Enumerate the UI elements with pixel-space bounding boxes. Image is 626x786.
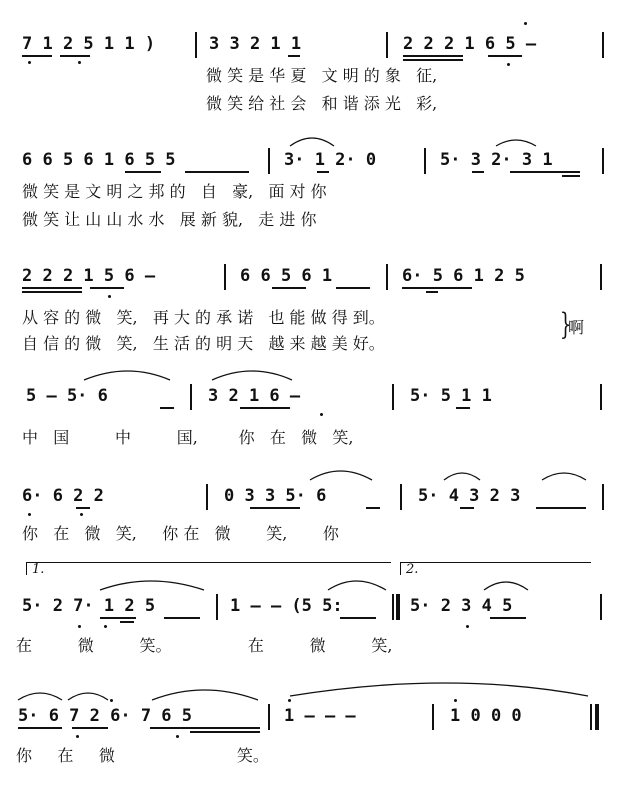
- underline: [317, 171, 329, 173]
- low-octave-dot: [78, 625, 81, 628]
- barline: [602, 148, 604, 174]
- slur: [212, 371, 292, 380]
- lyric-verse-1: 从 容 的 微 笑, 再 大 的 承 诺 也 能 做 得 到。: [22, 308, 385, 327]
- measure: 0 3 3 5· 6: [224, 486, 327, 506]
- barline: [392, 384, 394, 410]
- barline: [600, 264, 602, 290]
- underline: [490, 617, 526, 619]
- measure: 6· 6 2 2: [22, 486, 104, 506]
- measure: 5· 6 7 2 6· 7 6 5: [18, 706, 192, 726]
- final-barline: [590, 704, 592, 730]
- low-octave-dot: [28, 513, 31, 516]
- underline: [472, 171, 484, 173]
- measure: 6 6 5 6 1: [240, 266, 333, 286]
- underline: [18, 727, 62, 729]
- underline: [22, 287, 82, 289]
- barline: [206, 484, 208, 510]
- barline: [386, 32, 388, 58]
- measure: 5· 5 1 1: [410, 386, 492, 406]
- underline: [240, 407, 290, 409]
- barline: [224, 264, 226, 290]
- measure: 2 2 2 1 6 5 –: [403, 34, 537, 54]
- measure: 1 – – (5 5:: [230, 596, 343, 616]
- measure: 5· 2 7· 1 2 5: [22, 596, 156, 616]
- underline: [272, 287, 306, 289]
- underline: [288, 55, 300, 57]
- underline: [403, 59, 463, 61]
- measure: 3 2 1 6 –: [208, 386, 301, 406]
- slur: [444, 473, 480, 480]
- underline: [340, 617, 376, 619]
- underline: [562, 175, 580, 177]
- high-octave-dot: [454, 699, 457, 702]
- repeat-barline: [392, 594, 394, 620]
- measure: 3· 1 2· 0: [284, 150, 377, 170]
- underline: [22, 55, 52, 57]
- slur: [328, 581, 386, 590]
- barline: [424, 148, 426, 174]
- low-octave-dot: [176, 735, 179, 738]
- barline: [190, 384, 192, 410]
- measure: 3 3 2 1 1: [209, 34, 302, 54]
- volta-label-1: 1.: [32, 562, 45, 577]
- low-octave-dot: [466, 625, 469, 628]
- underline: [76, 507, 90, 509]
- underline: [185, 171, 249, 173]
- lyric-verse-1: 微 笑 是 文 明 之 邦 的 自 豪, 面 对 你: [22, 182, 327, 201]
- low-octave-dot: [78, 61, 81, 64]
- underline: [510, 171, 580, 173]
- lyric-refrain: 你 在 微 笑, 你 在 微 笑, 你: [22, 524, 339, 543]
- underline: [22, 291, 82, 293]
- high-octave-dot: [110, 699, 113, 702]
- underline: [90, 287, 124, 289]
- measure: 5 – 5· 6: [26, 386, 108, 406]
- barline: [602, 32, 604, 58]
- underline: [403, 55, 463, 57]
- underline: [488, 55, 522, 57]
- measure: 5· 3 2· 3 1: [440, 150, 553, 170]
- lyric-refrain: 中 国 中 国, 你 在 微 笑,: [22, 428, 354, 447]
- measure-pickup: 7 1 2 5 1 1 ): [22, 34, 156, 54]
- slur: [68, 693, 108, 700]
- slur: [542, 473, 586, 480]
- repeat-barline-thick: [396, 594, 400, 620]
- slur: [100, 581, 204, 590]
- underline: [60, 55, 90, 57]
- measure: 6· 5 6 1 2 5: [402, 266, 525, 286]
- lyric-verse-2: 自 信 的 微 笑, 生 活 的 明 天 越 来 越 美 好。: [22, 334, 385, 353]
- underline: [100, 617, 136, 619]
- underline: [125, 171, 161, 173]
- underline: [456, 407, 470, 409]
- underline: [190, 731, 260, 733]
- slur: [484, 582, 528, 590]
- slur: [496, 140, 536, 146]
- lyric-refrain: 在 微 笑。 在 微 笑,: [16, 636, 393, 655]
- underline: [402, 287, 472, 289]
- underline: [366, 507, 380, 509]
- low-octave-dot: [80, 513, 83, 516]
- tie: [290, 683, 588, 696]
- barline: [600, 384, 602, 410]
- slur: [310, 471, 372, 480]
- low-octave-dot: [320, 413, 323, 416]
- lyric-refrain: 你 在 微 笑。: [16, 746, 269, 765]
- underline: [164, 617, 200, 619]
- barline: [600, 594, 602, 620]
- measure: 1 – – –: [284, 706, 356, 726]
- high-octave-dot: [524, 22, 527, 25]
- measure: 5· 2 3 4 5: [410, 596, 513, 616]
- verse-brace: }: [559, 307, 572, 342]
- high-octave-dot: [288, 699, 291, 702]
- volta-bracket-2: [400, 562, 591, 575]
- underline: [150, 727, 260, 729]
- underline: [72, 727, 108, 729]
- volta-bracket-1: [26, 562, 391, 575]
- underline: [460, 507, 474, 509]
- low-octave-dot: [76, 735, 79, 738]
- low-octave-dot: [507, 63, 510, 66]
- final-barline-thick: [595, 704, 599, 730]
- underline: [120, 621, 134, 623]
- barline: [268, 704, 270, 730]
- slur: [152, 690, 258, 700]
- underline: [536, 507, 586, 509]
- underline: [336, 287, 370, 289]
- slur: [84, 371, 170, 380]
- barline: [195, 32, 197, 58]
- measure: 1 0 0 0: [450, 706, 522, 726]
- underline: [160, 407, 174, 409]
- slur: [290, 138, 334, 146]
- measure: 5· 4 3 2 3: [418, 486, 521, 506]
- barline: [386, 264, 388, 290]
- lyric-verse-1: 微 笑 是 华 夏 文 明 的 象 征,: [206, 66, 438, 85]
- barline: [268, 148, 270, 174]
- lyric-verse-2: 微 笑 让 山 山 水 水 展 新 貌, 走 进 你: [22, 210, 317, 229]
- low-octave-dot: [108, 295, 111, 298]
- measure: 6 6 5 6 1 6 5 5: [22, 150, 176, 170]
- underline: [250, 507, 300, 509]
- barline: [432, 704, 434, 730]
- low-octave-dot: [104, 625, 107, 628]
- measure: 2 2 2 1 5 6 –: [22, 266, 156, 286]
- barline: [216, 594, 218, 620]
- lyric-aside: 啊: [568, 318, 585, 337]
- low-octave-dot: [28, 61, 31, 64]
- barline: [400, 484, 402, 510]
- lyric-verse-2: 微 笑 给 社 会 和 谐 添 光 彩,: [206, 94, 438, 113]
- slur: [18, 693, 62, 700]
- barline: [602, 484, 604, 510]
- volta-label-2: 2.: [406, 562, 419, 577]
- underline: [426, 291, 438, 293]
